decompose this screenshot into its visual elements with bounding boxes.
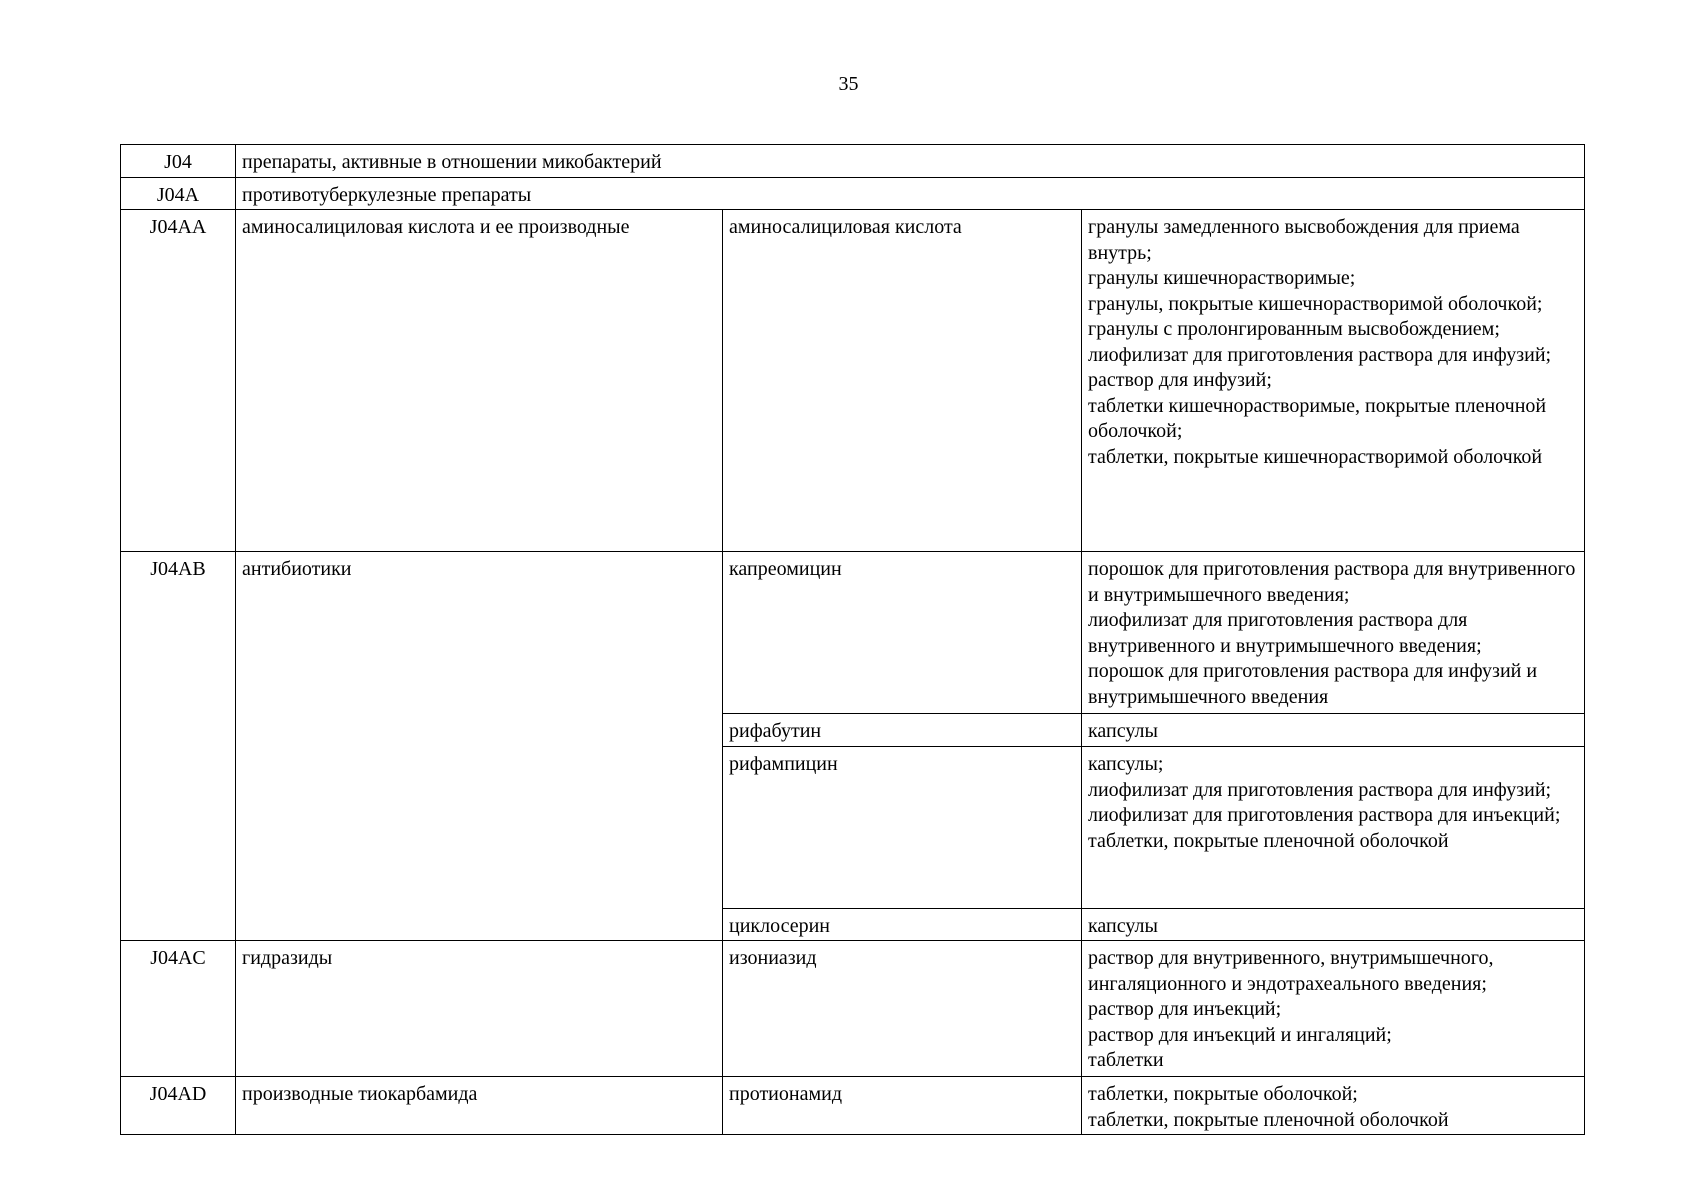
drug-name: рифабутин bbox=[723, 714, 1082, 747]
drug-name: протионамид bbox=[723, 1077, 1082, 1135]
page-number: 35 bbox=[838, 73, 859, 95]
dosage-forms bbox=[1082, 941, 1585, 1077]
dosage-forms bbox=[1082, 210, 1585, 552]
atc-group-name: препараты, активные в отношении микобактерий bbox=[236, 145, 1585, 178]
dosage-form: гранулы, покрытые кишечнорастворимой оболочкой; bbox=[1088, 292, 1543, 315]
dosage-form: таблетки bbox=[1088, 1049, 1164, 1071]
dosage-forms bbox=[1082, 552, 1585, 714]
dosage-forms bbox=[1082, 909, 1585, 941]
dosage-form: порошок для приготовления раствора для внутривенного и внутримышечного введения; bbox=[1088, 558, 1576, 606]
drug-name: изониазид bbox=[723, 941, 1082, 1077]
atc-group-name: гидразиды bbox=[236, 941, 723, 1077]
atc-code: J04AC bbox=[121, 941, 236, 1077]
atc-group-name: противотуберкулезные препараты bbox=[236, 178, 1585, 210]
dosage-form: таблетки, покрытые пленочной оболочкой bbox=[1088, 829, 1449, 852]
dosage-form: лиофилизат для приготовления раствора для инъекций; bbox=[1088, 804, 1561, 826]
dosage-form: капсулы; bbox=[1088, 753, 1164, 775]
table-row bbox=[121, 941, 1585, 1077]
atc-code: J04AB bbox=[121, 552, 236, 941]
atc-group-name: производные тиокарбамида bbox=[236, 1077, 723, 1135]
drug-name: аминосалициловая кислота bbox=[723, 210, 1082, 552]
dosage-form: гранулы кишечнорастворимые; bbox=[1088, 267, 1356, 289]
dosage-form: капсулы bbox=[1088, 720, 1158, 742]
dosage-form: лиофилизат для приготовления раствора для внутривенного и внутримышечного введения; bbox=[1088, 609, 1482, 657]
atc-group-name: антибиотики bbox=[236, 552, 723, 941]
table-row bbox=[121, 552, 1585, 714]
dosage-form: гранулы с пролонгированным высвобождением; bbox=[1088, 318, 1500, 340]
dosage-form: таблетки, покрытые оболочкой; bbox=[1088, 1083, 1358, 1105]
dosage-forms bbox=[1082, 714, 1585, 747]
drug-name: циклосерин bbox=[723, 909, 1082, 941]
atc-code: J04 bbox=[121, 145, 236, 178]
drug-name: капреомицин bbox=[723, 552, 1082, 714]
atc-code: J04A bbox=[121, 178, 236, 210]
dosage-form: гранулы замедленного высвобождения для приема внутрь; bbox=[1088, 216, 1520, 264]
dosage-form: лиофилизат для приготовления раствора для инфузий; bbox=[1088, 778, 1552, 801]
dosage-form: раствор для инфузий; bbox=[1088, 369, 1272, 391]
atc-group-name: аминосалициловая кислота и ее производные bbox=[236, 210, 723, 552]
table-row bbox=[121, 210, 1585, 552]
table-row bbox=[121, 1077, 1585, 1135]
dosage-form: таблетки кишечнорастворимые, покрытые пленочной оболочкой; bbox=[1088, 394, 1547, 442]
dosage-form: раствор для инъекций и ингаляций; bbox=[1088, 1023, 1392, 1046]
dosage-forms bbox=[1082, 1077, 1585, 1135]
dosage-form: раствор для внутривенного, внутримышечного, ингаляционного и эндотрахеального введения; bbox=[1088, 947, 1494, 995]
drug-table bbox=[120, 144, 1585, 1135]
table-row bbox=[121, 145, 1585, 178]
atc-code: J04AD bbox=[121, 1077, 236, 1135]
dosage-form: лиофилизат для приготовления раствора для инфузий; bbox=[1088, 343, 1552, 366]
atc-code: J04AA bbox=[121, 210, 236, 552]
drug-name: рифампицин bbox=[723, 747, 1082, 909]
dosage-form: капсулы bbox=[1088, 915, 1158, 937]
dosage-forms bbox=[1082, 747, 1585, 909]
dosage-form: порошок для приготовления раствора для инфузий и внутримышечного введения bbox=[1088, 660, 1538, 708]
dosage-form: таблетки, покрытые кишечнорастворимой оболочкой bbox=[1088, 445, 1543, 468]
dosage-form: таблетки, покрытые пленочной оболочкой bbox=[1088, 1108, 1449, 1131]
dosage-form: раствор для инъекций; bbox=[1088, 998, 1282, 1020]
table-row bbox=[121, 178, 1585, 210]
